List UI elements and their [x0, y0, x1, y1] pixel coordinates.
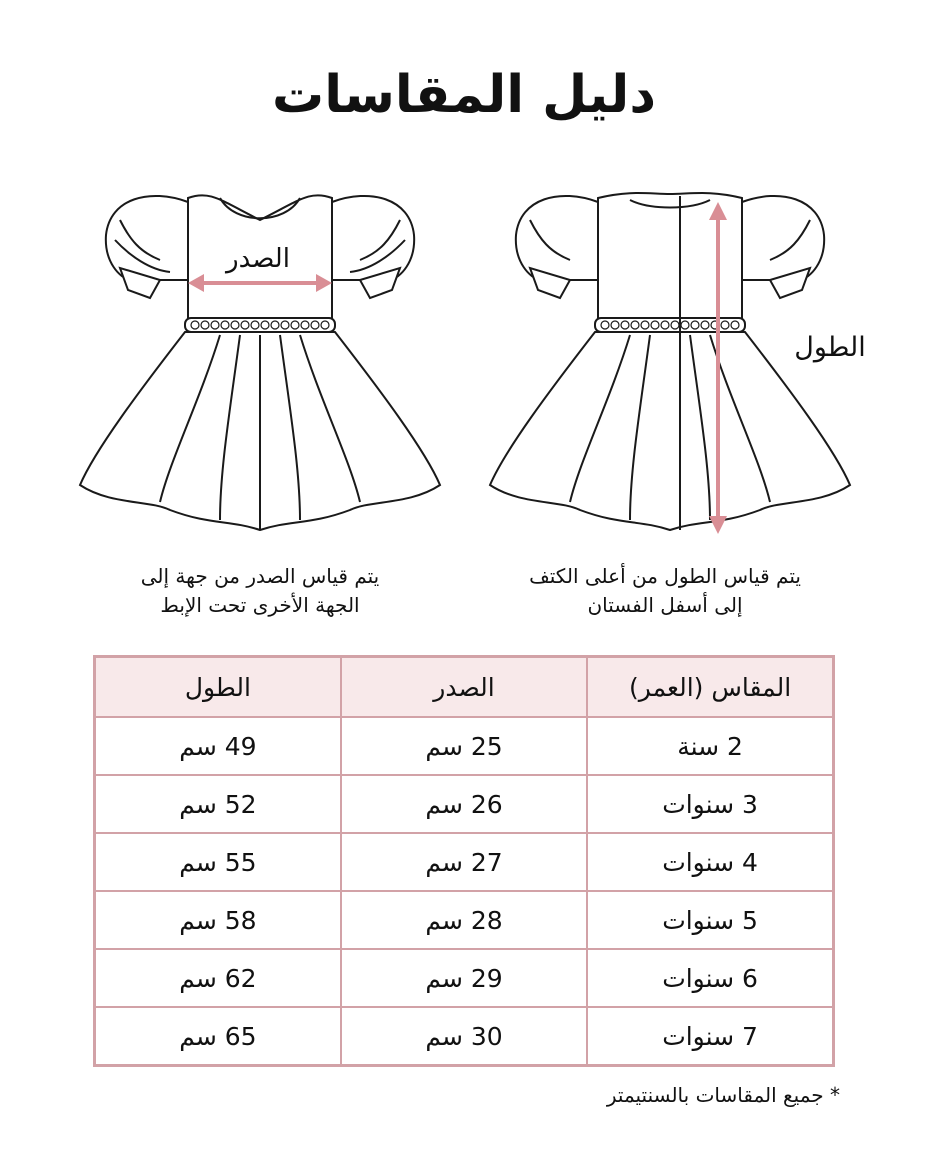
chest-caption-line: يتم قياس الصدر من جهة إلى [140, 564, 380, 588]
chest-cell: 30 سم [341, 1007, 587, 1066]
length-caption-line: إلى أسفل الفستان [587, 593, 743, 617]
size-cell: 2 سنة [587, 717, 833, 775]
size-cell: 7 سنوات [587, 1007, 833, 1066]
length-cell: 62 سم [95, 949, 341, 1007]
right-sleeve [332, 196, 414, 280]
length-cell: 52 سم [95, 775, 341, 833]
table-header-row [95, 657, 834, 718]
left-sleeve [516, 196, 598, 280]
table-row [95, 833, 834, 891]
chest-cell: 25 سم [341, 717, 587, 775]
header-chest: الصدر [341, 657, 587, 718]
footnote: * جميع المقاسات بالسنتيمتر [606, 1083, 840, 1107]
table-row [95, 1007, 834, 1066]
table-row [95, 949, 834, 1007]
size-cell: 3 سنوات [587, 775, 833, 833]
chest-cell: 29 سم [341, 949, 587, 1007]
chest-cell: 26 سم [341, 775, 587, 833]
length-label: الطول [794, 332, 866, 363]
length-cell: 55 سم [95, 833, 341, 891]
chest-caption [90, 562, 430, 620]
size-cell: 6 سنوات [587, 949, 833, 1007]
left-sleeve [106, 196, 188, 280]
length-caption-line: يتم قياس الطول من أعلى الكتف [529, 564, 801, 588]
right-sleeve [742, 196, 824, 280]
header-length: الطول [95, 657, 341, 718]
length-cell: 49 سم [95, 717, 341, 775]
length-cell: 58 سم [95, 891, 341, 949]
length-cell: 65 سم [95, 1007, 341, 1066]
dress-front-illustration [70, 180, 450, 550]
chest-label: الصدر [226, 244, 290, 274]
size-table [93, 655, 835, 1067]
size-cell: 5 سنوات [587, 891, 833, 949]
length-caption [490, 562, 840, 620]
chest-cell: 27 سم [341, 833, 587, 891]
table-row [95, 775, 834, 833]
header-size: المقاس (العمر) [587, 657, 833, 718]
chest-cell: 28 سم [341, 891, 587, 949]
size-cell: 4 سنوات [587, 833, 833, 891]
chest-caption-line: الجهة الأخرى تحت الإبط [160, 593, 360, 617]
table-row [95, 717, 834, 775]
page-title: دليل المقاسات [271, 65, 657, 125]
table-row [95, 891, 834, 949]
